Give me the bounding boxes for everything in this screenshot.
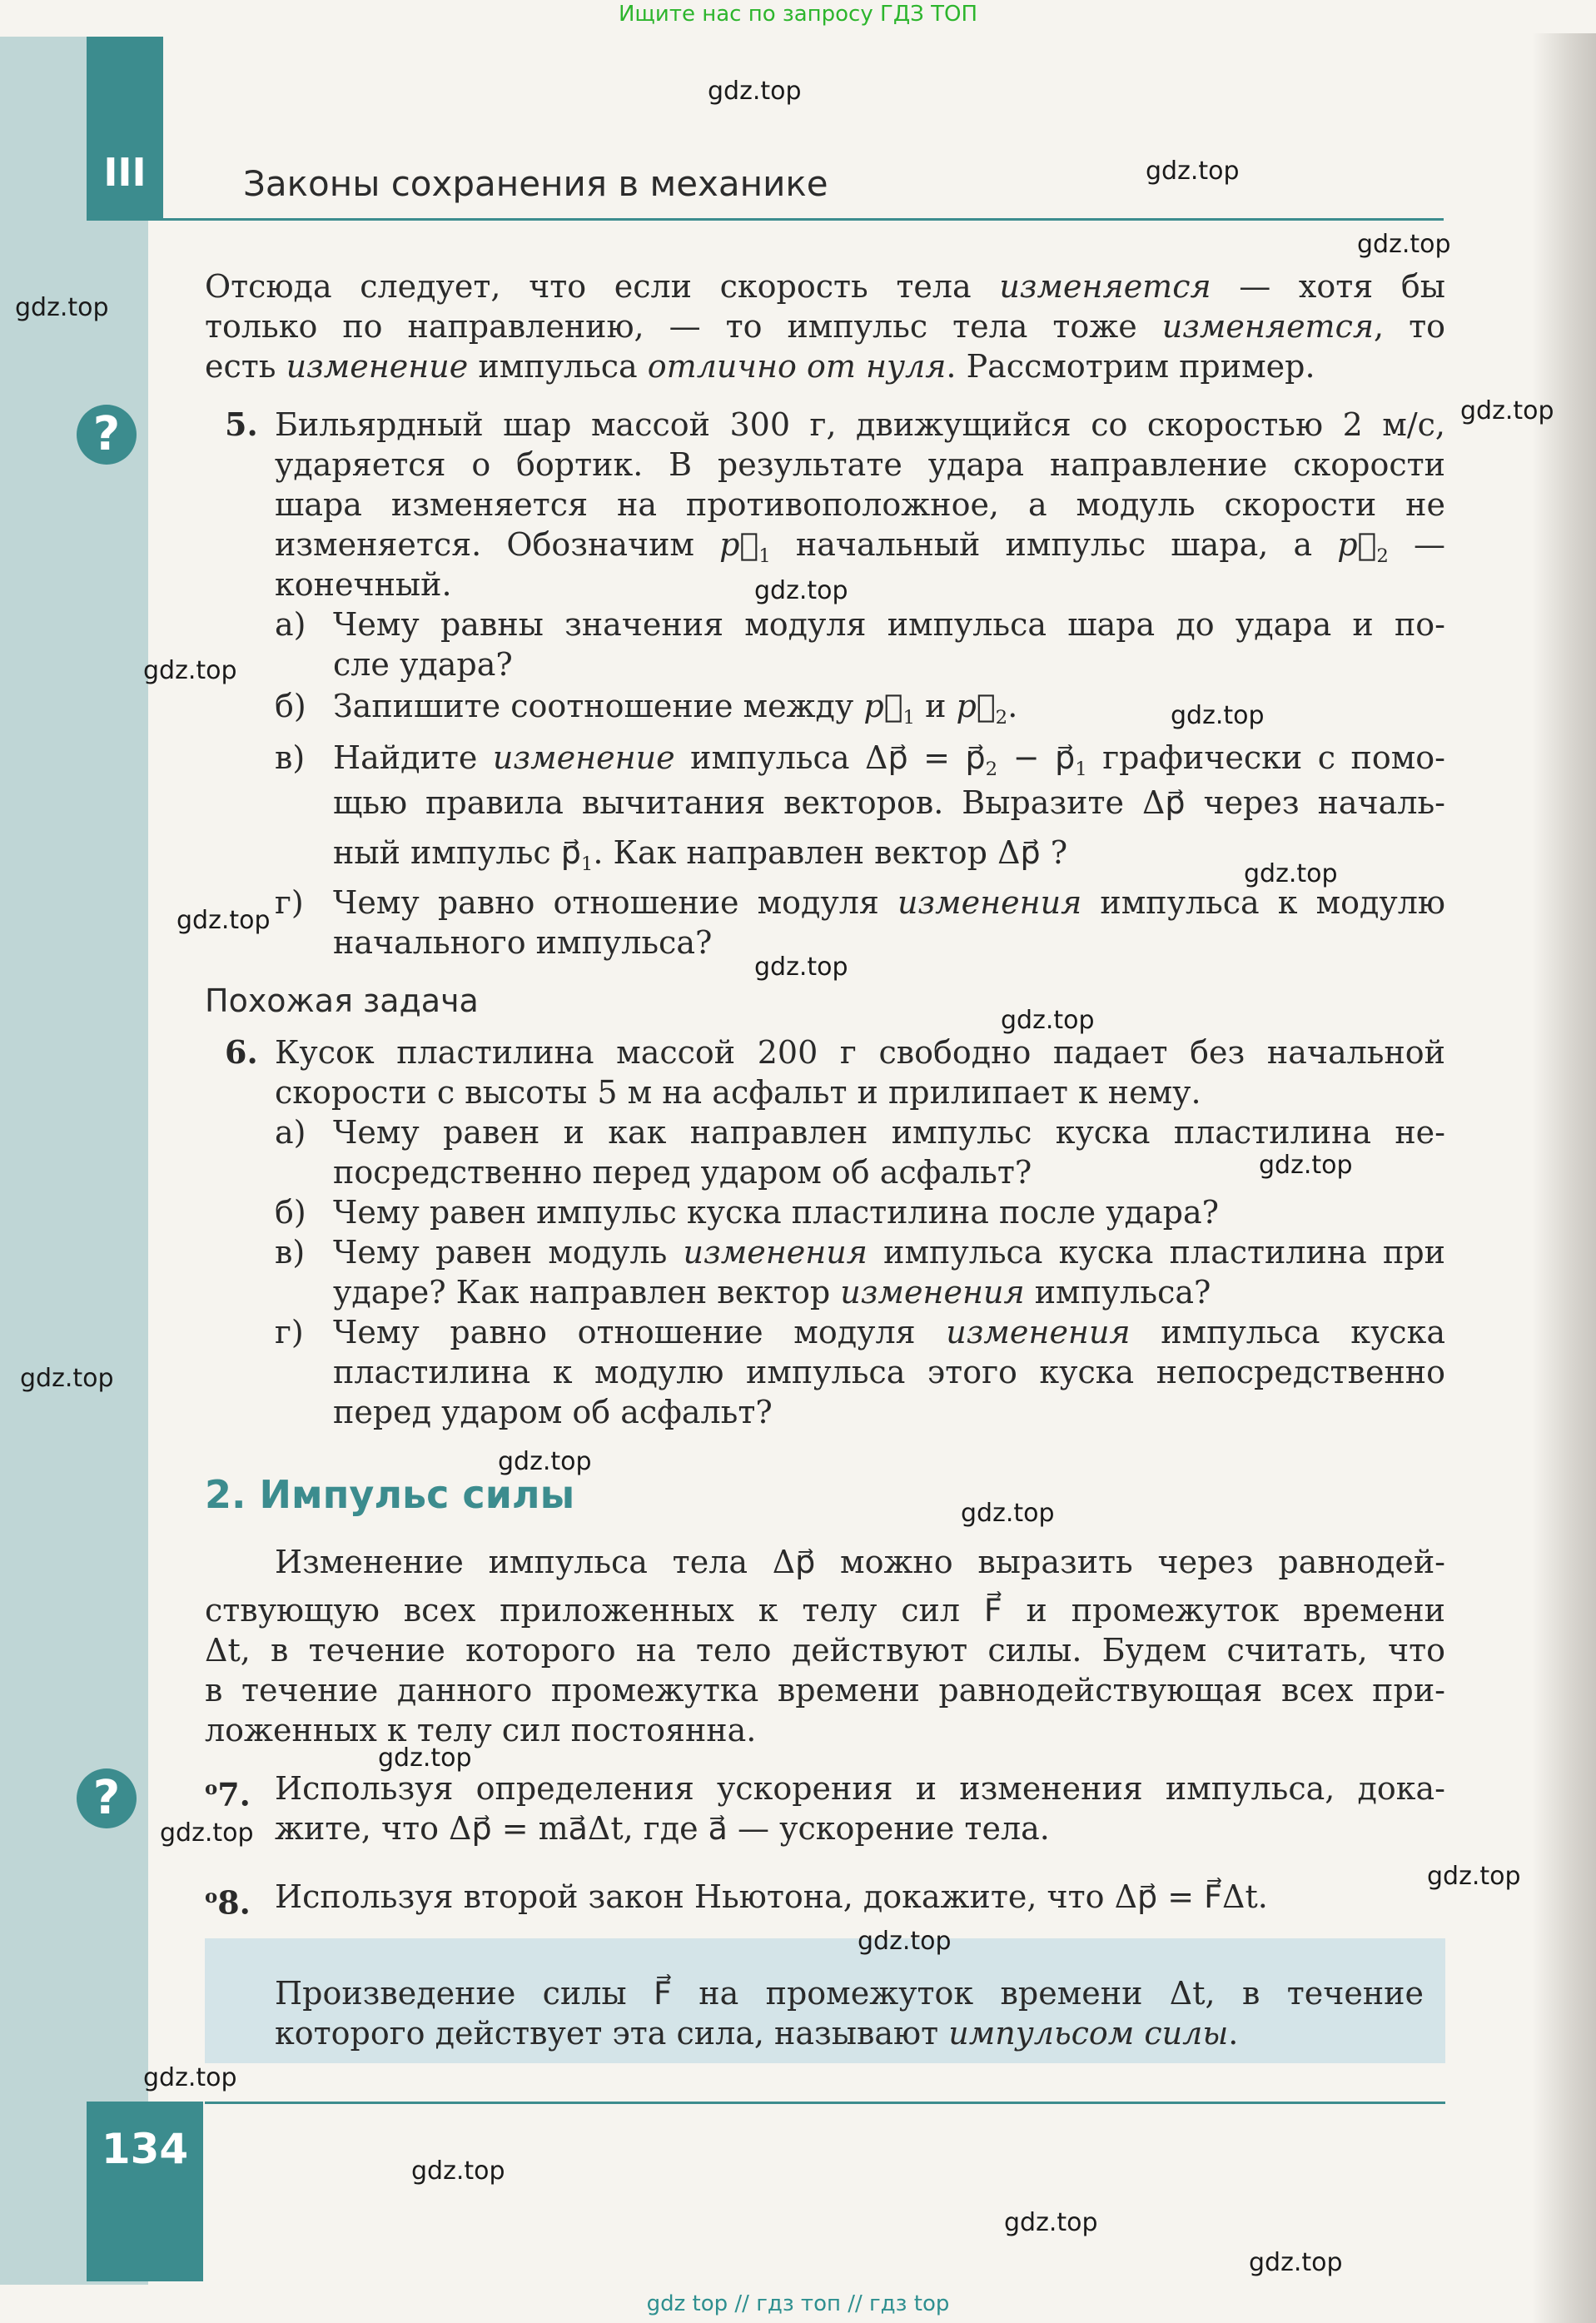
text: ударе? Как направлен вектор [333, 1274, 841, 1311]
text: Чему равен модуль [333, 1234, 684, 1271]
definition-line-2 [275, 2013, 1238, 2053]
q6-v-line-1 [333, 1232, 1445, 1272]
emphasis: изменения [897, 884, 1082, 921]
para-line-2: ствующую всех приложенных к телу сил F⃗ и промежуток времени [205, 1592, 1445, 1629]
text: − p⃗ [997, 739, 1076, 776]
text: Запишите соотношение между [333, 688, 864, 724]
q6-a-line-1: Чему равен и как направлен импульс куска пластилина не- [333, 1114, 1445, 1151]
q7-number: 7. [217, 1775, 251, 1813]
watermark: gdz.top [754, 576, 848, 605]
top-banner: Ищите нас по запросу ГДЗ ТОП [618, 2, 978, 27]
watermark: gdz.top [378, 1743, 472, 1773]
q6-line-2: скорости с высоты 5 м на асфальт и прилипает к нему. [275, 1074, 1201, 1111]
q6-b-line-1: Чему равен импульс куска пластилина после удара? [333, 1194, 1219, 1231]
subscript: 1 [1075, 758, 1087, 780]
watermark: gdz.top [708, 77, 802, 106]
text: Найдите [333, 739, 493, 776]
q6-a-label: а) [275, 1114, 306, 1151]
watermark: gdz.top [498, 1447, 592, 1476]
watermark: gdz.top [177, 906, 271, 935]
emphasis: изменяется [999, 268, 1211, 305]
intro-line-2 [205, 306, 1445, 346]
similar-problem-label: Похожая задача [205, 982, 479, 1019]
intro-line-3 [205, 346, 1315, 386]
para-line-3: Δt, в течение которого на тело действуют силы. Будем считать, что [205, 1632, 1445, 1669]
watermark: gdz.top [961, 1499, 1055, 1528]
text: графически с помо- [1086, 739, 1446, 776]
page-number: 134 [101, 2125, 189, 2173]
q5-b-line-1 [333, 686, 1017, 738]
emphasis: изменяется [1161, 308, 1375, 345]
question-icon: ? [77, 1768, 137, 1828]
text: Отсюда следует, что если скорость тела [205, 268, 1000, 305]
text: изменяется. Обозначим [275, 526, 720, 563]
q5-v-label: в) [275, 739, 306, 776]
text: импульса к модулю [1081, 884, 1445, 921]
q6-g-label: г) [275, 1314, 304, 1351]
q5-g-label: г) [275, 884, 304, 921]
q7-line-1: Используя определения ускорения и изменения импульса, дока- [275, 1770, 1445, 1807]
subscript: 1 [580, 853, 594, 875]
q5-v-line-2: щью правила вычитания векторов. Выразите Δp⃗ через началь- [333, 784, 1445, 821]
watermark: gdz.top [411, 2156, 505, 2186]
watermark: gdz.top [1259, 1151, 1353, 1180]
q5-g-line-1 [333, 883, 1445, 923]
watermark: gdz.top [754, 953, 848, 982]
watermark: gdz.top [1004, 2208, 1098, 2237]
emphasis: изменение [286, 348, 469, 385]
text: — [1388, 526, 1445, 563]
watermark: gdz.top [143, 2063, 237, 2092]
question-icon: ? [77, 405, 137, 465]
text: которого действует эта сила, называют [275, 2015, 949, 2052]
section-title: 2. Импульс силы [205, 1472, 575, 1517]
emphasis: отлично от нуля [647, 348, 947, 385]
watermark: gdz.top [1357, 230, 1451, 259]
footer-rule [205, 2102, 1445, 2104]
intro-line-1 [205, 266, 1445, 306]
q6-number: 6. [225, 1033, 258, 1071]
emphasis: изменение [492, 739, 675, 776]
q8-line-1: Используя второй закон Ньютона, докажите, что Δp⃗ = F⃗Δt. [275, 1878, 1268, 1915]
text: импульса куска [1130, 1314, 1445, 1351]
text: импульса? [1024, 1274, 1211, 1311]
text: Чему равно отношение модуля [333, 884, 897, 921]
text: есть [205, 348, 286, 385]
emphasis: импульсом силы [948, 2015, 1229, 2052]
text: . [1228, 2015, 1239, 2052]
subscript: 2 [985, 758, 998, 780]
vector-p: p⃗ [956, 688, 996, 724]
text: Чему равно отношение модуля [333, 1314, 947, 1351]
q5-number: 5. [225, 405, 258, 443]
optional-mark: о [205, 1778, 218, 1799]
para-line-4: в течение данного промежутка времени равнодействующая всех при- [205, 1672, 1445, 1709]
q6-b-label: б) [275, 1194, 306, 1231]
q6-g-line-2: пластилина к модулю импульса этого куска непосредственно [333, 1354, 1445, 1390]
q5-line-5: конечный. [275, 566, 452, 603]
optional-mark: о [205, 1886, 218, 1908]
text: ный импульс p⃗ [333, 834, 581, 871]
text: . Как направлен вектор Δp⃗ ? [593, 834, 1068, 871]
watermark: gdz.top [1244, 859, 1338, 888]
watermark: gdz.top [1171, 701, 1265, 730]
para-line-1: Изменение импульса тела Δp⃗ можно выразить через равнодей- [275, 1544, 1445, 1580]
text: — хотя бы [1211, 268, 1445, 305]
text: и [915, 688, 957, 724]
q5-line-1: Бильярдный шар массой 300 г, движущийся со скоростью 2 м/с, [275, 406, 1445, 443]
q5-v-line-1 [333, 738, 1445, 789]
q5-v-line-3 [333, 833, 1067, 884]
watermark: gdz.top [160, 1818, 254, 1848]
q6-a-line-2: посредственно перед ударом об асфальт? [333, 1154, 1032, 1191]
text: начальный импульс шара, а [770, 526, 1338, 563]
q5-line-3: шара изменяется на противоположное, а модуль скорости не [275, 486, 1445, 523]
text: импульса [468, 348, 648, 385]
watermark: gdz.top [1427, 1862, 1521, 1891]
text: импульса куска пластилина при [867, 1234, 1445, 1271]
bottom-banner: gdz top // гдз топ // гдз top [646, 2291, 950, 2316]
text: . [1007, 688, 1018, 724]
definition-line-1: Произведение силы F⃗ на промежуток времени Δt, в течение [275, 1975, 1424, 2012]
q6-line-1: Кусок пластилина массой 200 г свободно падает без начальной [275, 1034, 1445, 1071]
q7-mark-and-number [205, 1768, 251, 1815]
text: , то [1374, 308, 1445, 345]
vector-p: p⃗ [719, 526, 759, 563]
q5-a-line-1: Чему равны значения модуля импульса шара до удара и по- [333, 606, 1445, 643]
para-line-5: ложенных к телу сил постоянна. [205, 1712, 757, 1748]
q5-g-line-2: начального импульса? [333, 924, 713, 961]
text: импульса Δp⃗ = p⃗ [674, 739, 986, 776]
subscript: 1 [758, 545, 771, 567]
q7-line-2: жите, что Δp⃗ = ma⃗Δt, где a⃗ — ускорение тела. [275, 1810, 1050, 1847]
subscript: 2 [995, 706, 1008, 729]
subscript: 1 [902, 706, 916, 729]
q8-number: 8. [217, 1883, 251, 1922]
watermark: gdz.top [1460, 396, 1554, 425]
text: только по направлению, — то импульс тела тоже [205, 308, 1162, 345]
watermark: gdz.top [15, 293, 109, 322]
q6-g-line-1 [333, 1312, 1445, 1352]
q6-g-line-3: перед ударом об асфальт? [333, 1394, 773, 1430]
emphasis: изменения [683, 1234, 868, 1271]
emphasis: изменения [946, 1314, 1131, 1351]
q5-b-label: б) [275, 688, 306, 724]
watermark: gdz.top [858, 1927, 952, 1956]
watermark: gdz.top [20, 1364, 114, 1393]
chapter-title: Законы сохранения в механике [243, 163, 828, 204]
header-rule [87, 218, 1444, 221]
q5-line-2: ударяется о бортик. В результате удара направление скорости [275, 446, 1445, 483]
watermark: gdz.top [1146, 157, 1240, 186]
q5-a-label: а) [275, 606, 306, 643]
text: . Рассмотрим пример. [946, 348, 1315, 385]
watermark: gdz.top [143, 656, 237, 685]
q6-v-line-2 [333, 1272, 1211, 1312]
page-edge-shadow [1532, 33, 1596, 2323]
watermark: gdz.top [1249, 2248, 1343, 2277]
left-margin-strip [0, 37, 148, 2285]
q5-a-line-2: сле удара? [333, 646, 513, 683]
emphasis: изменения [840, 1274, 1025, 1311]
watermark: gdz.top [1001, 1006, 1095, 1035]
vector-p: p⃗ [863, 688, 903, 724]
q6-v-label: в) [275, 1234, 306, 1271]
chapter-number: III [103, 150, 147, 195]
q8-mark-and-number [205, 1877, 251, 1923]
vector-p: p⃗ [1337, 526, 1377, 563]
subscript: 2 [1376, 545, 1389, 567]
